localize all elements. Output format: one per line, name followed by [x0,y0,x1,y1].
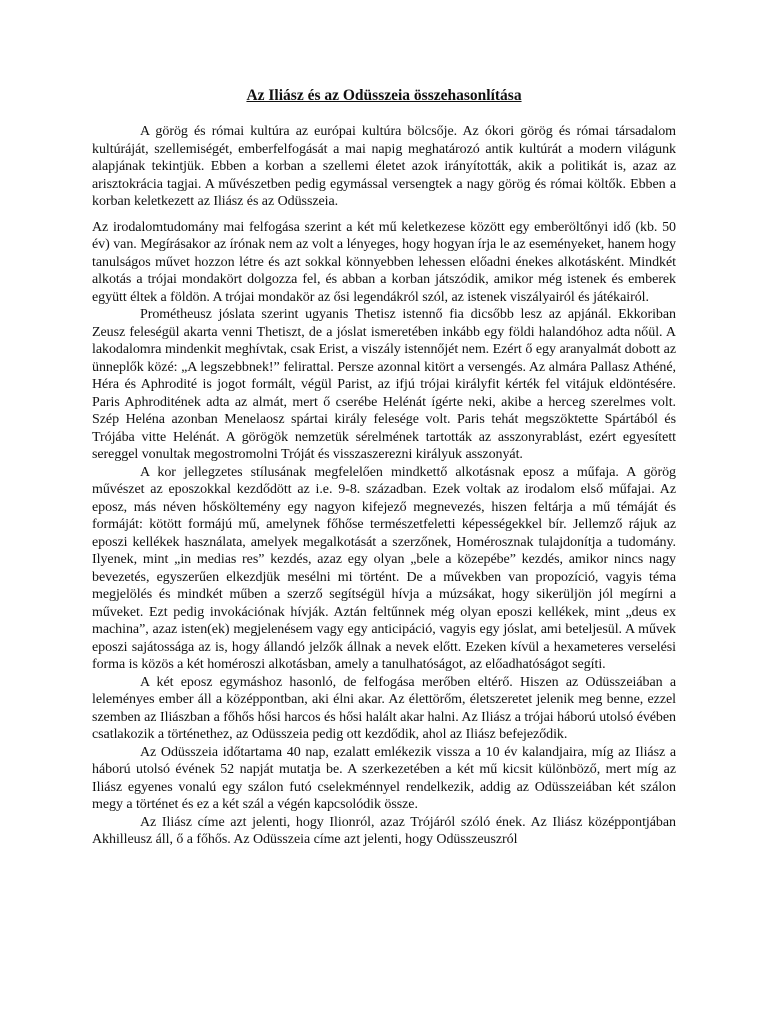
paragraph-origin: Az irodalomtudomány mai felfogása szerint a két mű keletkezese között egy emberöltőnyi idő (kb. 50 év) van. Megírásakor az írónak nem az volt a lényeges, hogy hogyan írja le az eseményeket, hanem hogy tanulságos művet hozzon létre és azt sokkal könnyebben lehessen előadni énekes alkotásként. Mindkét alkotás a trójai mondakört dolgozza fel, és abban a korban játszódik, amikor még istenek és emberek együtt éltek a földön. A trójai mondakör az ősi legendákról szól, az istenek viszályairól és játékairól. [92,219,676,305]
paragraph-intro: A görög és római kultúra az európai kultúra bölcsője. Az ókori görög és római társadalom kultúráját, szellemiségét, emberfelfogását a mai napig meghatározó antik kultúrát a modern világunk alapjának tekintjük. Ebben a korban a szellemi életet azok irányították, akik a politikát is, azaz az arisztokrácia tagjai. A művészetben pedig egymással versengtek a nagy görög és római költők. Ebben a korban keletkezett az Iliász és az Odüsszeia. [92,124,676,209]
paragraph-epic-genre: A kor jellegzetes stílusának megfelelően mindkettő alkotásnak eposz a műfaja. A görög művészet az eposzokkal kezdődött az i.e. 9-8. században. Ezek voltak az irodalom első műfajai. Az eposz, más néven hősköltemény egy nagyon kifejező megnevezés, hiszen feltárja a mű témáját és formáját: kötött formájú mű, amelynek főhőse természetfeletti képességekkel bír. Jellemző rájuk az eposzi kellékek használata, amelyek megalkotását a szerzőnek, Homérosznak tulajdonítja a tudomány. Ilyenek, mint „in medias res” kezdés, azaz egy olyan „bele a közepébe” kezdés, amikor nincs nagy bevezetés, egyszerűen elkezdjük mesélni mi történt. De a művekben van propozíció, vagyis téma megjelölés és mindkét műben a szerző segítségül hívja a múzsákat, hogy sikerüljön jól megírni a műveket. Ezt pedig invokációnak hívják. Aztán feltűnnek még olyan eposzi kellékek, mint „deus ex machina”, azaz isten(ek) megjelenésem vagy egy anticipáció, vagyis egy jóslat, ami beteljesül. A művek eposzi sajátossága az is, hogy állandó jelzők állnak a nevek előtt. Ezeken kívül a hexameteres verselési forma is közös a két homéroszi alkotásban, amely a tanulhatóságot, az előadhatóságot segíti. [92,464,676,672]
document-page [92,86,676,849]
document-title: Az Iliász és az Odüsszeia összehasonlítása [246,87,522,104]
paragraph-comparison: A két eposz egymáshoz hasonló, de felfogása merőben eltérő. Hiszen az Odüsszeiában a leleményes ember áll a középpontban, aki élni akar. Az élettörőm, életszeretet jelenik meg benne, ezzel szemben az Iliászban a főhős hősi harcos és hősi halált akar halni. Az Iliász a trójai háború utolsó évében csatlakozik a történethez, az Odüsszeia pedig ott kezdődik, ahol az Iliász befejeződik. [92,674,676,742]
paragraph-myth: Prométheusz jóslata szerint ugyanis Thetisz istennő fia dicsőbb lesz az apjánál. Ekkoriban Zeusz feleségül akarta venni Thetiszt, de a jóslat ismeretében inkább egy földi halandóhoz adta nőül. A lakodalomra mindenkit meghívtak, csak Erist, a viszály istennőjét nem. Ezért ő egy aranyalmát dobott az ünneplők közé: „A legszebbnek!” felirattal. Persze azonnal kitört a versengés. Az almára Pallasz Athéné, Héra és Aphrodité is jogot formált, végül Parist, az ifjú trójai királyfit kérték fel vitájuk eldöntésére. Paris Aphroditének adta az almát, mert ő cserébe Helénát ígérte neki, akibe a herceg szerelmes volt. Szép Heléna azonban Menelaosz spártai király felesége volt. Paris tehát megszöktette Spártából és Trójába vitte Helénát. A görögök nemzetük sérelmének tartották az asszonyrablást, ezért egyesített sereggel vonultak megostromolni Tróját és visszaszerezni királyuk asszonyát. [92,307,676,462]
paragraph-titles: Az Iliász címe azt jelenti, hogy Ilionról, azaz Trójáról szóló ének. Az Iliász középpontjában Akhilleusz áll, ő a főhős. Az Odüsszeia címe azt jelenti, hogy Odüsszeuszról [92,814,676,847]
paragraph-structure: Az Odüsszeia időtartama 40 nap, ezalatt emlékezik vissza a 10 év kalandjaira, míg az Iliász a háború utolsó évének 52 napját mutatja be. A szerkezetében a két mű kicsit különböző, mert míg az Iliász egyenes vonalú egy szálon futó cselekménnyel rendelkezik, addig az Odüsszeiában két szálon megy a történet és ez a két szál a végén kapcsolódik össze. [92,744,676,812]
